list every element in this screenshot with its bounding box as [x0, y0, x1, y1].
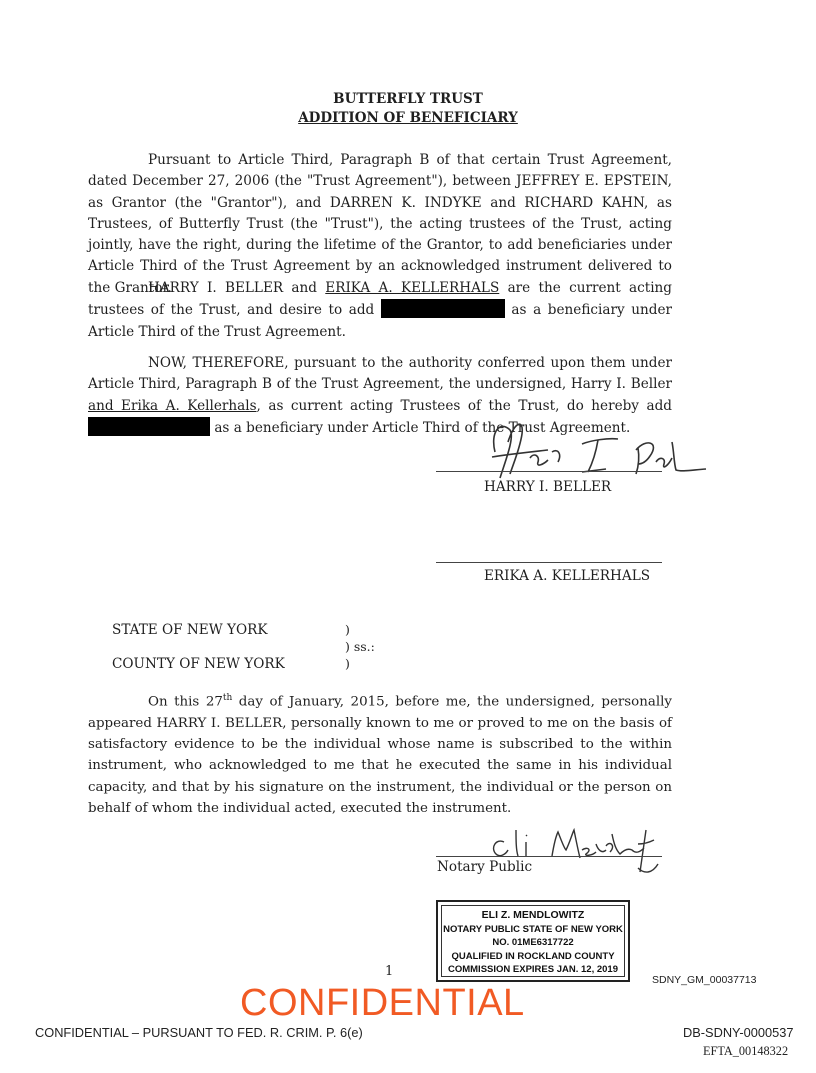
stamp-inner-border: [441, 905, 625, 977]
venue-paren: ): [345, 656, 350, 671]
venue-ss: ) ss.:: [345, 639, 375, 654]
signer-name-erika: ERIKA A. KELLERHALS: [484, 568, 651, 584]
bates-gm: SDNY_GM_00037713: [652, 974, 757, 986]
para2-text-c: as a beneficiary under Article Third of the Trust Agreement.: [88, 302, 672, 340]
notary-stamp: [436, 900, 630, 982]
trustees-paragraph: [88, 278, 672, 343]
bates-sdny: DB-SDNY-0000537: [683, 1025, 794, 1040]
redaction-block: [381, 299, 505, 318]
signer-name-harry: HARRY I. BELLER: [484, 479, 612, 495]
acknowledgment-paragraph: [88, 688, 672, 819]
stamp-line: COMMISSION EXPIRES JAN. 12, 2019: [447, 964, 618, 975]
confidential-watermark: CONFIDENTIAL: [240, 982, 525, 1024]
signature-line: [436, 471, 662, 472]
stamp-line: ELI Z. MENDLOWITZ: [481, 909, 585, 921]
subtitle-text: ADDITION OF BENEFICIARY: [298, 110, 518, 126]
document-title: BUTTERFLY TRUST: [333, 91, 483, 107]
ack-lead: On this 27: [148, 694, 223, 710]
recital-paragraph: Pursuant to Article Third, Paragraph B of that certain Trust Agreement, dated December 27, 2006 (the "Trust Agreement"), between JEFFREY E. EPSTEIN, as Grantor (the "Grantor"), and DARREN K. INDYKE and RICHARD KAHN, as Trustees, of Butterfly Trust (the "Trust"), the acting trustees of the Trust, acting jointly, have the right, during the lifetime of the Grantor, to add beneficiaries under Article Third of the Trust Agreement by an acknowledged instrument delivered to the Grantor.: [88, 152, 672, 296]
para2-text-a: HARRY I. BELLER and: [148, 280, 326, 296]
ack-ordinal-suffix: th: [222, 693, 233, 703]
para2-underlined-name: ERIKA A. KELLERHALS: [325, 280, 500, 296]
para3-text-b: , as current acting Trustees of the Trust, do hereby add: [256, 397, 672, 414]
page-number: 1: [385, 964, 394, 979]
venue-state: STATE OF NEW YORK: [112, 622, 268, 638]
stamp-line: NO. 01ME6317722: [492, 937, 574, 948]
notary-label: Notary Public: [437, 859, 533, 875]
ack-body: day of January, 2015, before me, the undersigned, personally appeared HARRY I. BELLER, personally known to me or proved to me on the basis of satisfactory evidence to be the individual whose name is subscribed to the within instrument, who acknowledged to me that he executed the same in his individual capacity, and that by his signature on the instrument, the individual or the person on behalf of whom the individual acted, executed the instrument.: [88, 694, 672, 816]
venue-county: COUNTY OF NEW YORK: [112, 656, 285, 672]
para2-text-b: are the current acting trustees of the Trust, and desire to add: [88, 280, 672, 319]
document-subtitle: [0, 110, 816, 126]
notary-signature-line: [436, 856, 662, 857]
para3-underlined-names: and Erika A. Kellerhals: [88, 397, 257, 414]
stamp-line: NOTARY PUBLIC STATE OF NEW YORK: [443, 923, 623, 935]
stamp-line: QUALIFIED IN ROCKLAND COUNTY: [451, 950, 615, 962]
bates-efta: EFTA_00148322: [703, 1044, 789, 1058]
redaction-block: [88, 417, 210, 436]
para3-text-a: NOW, THEREFORE, pursuant to the authority conferred upon them under Article Third, Paragraph B of the Trust Agreement, the undersigned, Harry I. Beller: [88, 355, 672, 393]
confidential-notice: CONFIDENTIAL – PURSUANT TO FED. R. CRIM. P. 6(e): [35, 1025, 363, 1040]
signature-line: [436, 562, 662, 563]
venue-paren: ): [345, 622, 350, 637]
para3-text-c: as a beneficiary under Article Third of the Trust Agreement.: [210, 419, 631, 436]
